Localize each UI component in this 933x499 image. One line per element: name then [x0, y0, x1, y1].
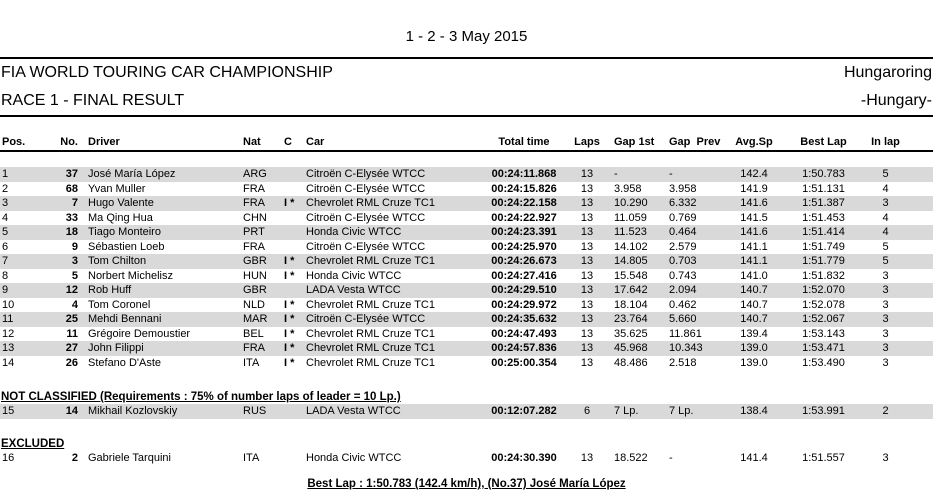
col-header-pos: Pos.	[2, 136, 26, 148]
col-header-gap-1st: Gap 1st	[614, 136, 655, 148]
cell-best-lap: 1:53.143	[802, 327, 845, 340]
cell-best-lap: 1:51.832	[802, 269, 845, 282]
cell-in-lap: 3	[882, 451, 889, 464]
cell-total-time: 00:24:27.416	[491, 269, 557, 282]
cell-laps: 13	[580, 255, 594, 267]
cell-no: 5	[71, 269, 78, 282]
cell-gap-prev: 0.703	[669, 255, 697, 267]
cell-in-lap: 2	[882, 405, 889, 417]
cell-avg-speed: 140.7	[740, 284, 768, 296]
cell-no: 68	[65, 182, 78, 195]
cell-in-lap: 3	[882, 342, 889, 354]
cell-no: 33	[65, 211, 78, 224]
cell-in-lap: 5	[882, 168, 889, 180]
cell-driver: Sébastien Loeb	[88, 240, 165, 253]
cell-no: 2	[71, 451, 78, 464]
cell-no: 37	[65, 168, 78, 180]
table-row	[0, 283, 933, 298]
cell-driver: Hugo Valente	[88, 197, 154, 209]
cell-gap-prev: 0.464	[669, 226, 697, 238]
cell-nat: GBR	[243, 284, 267, 296]
cell-nat: FRA	[243, 197, 265, 209]
not-classified-results	[0, 404, 933, 419]
cell-best-lap: 1:51.749	[802, 240, 845, 253]
cell-gap-1st: 35.625	[614, 327, 648, 340]
cell-in-lap: 3	[882, 197, 889, 209]
table-row	[0, 167, 933, 182]
cell-total-time: 00:24:29.972	[491, 298, 557, 311]
cell-car: Citroën C-Elysée WTCC	[306, 182, 426, 195]
cell-no: 18	[65, 226, 78, 238]
cell-best-lap: 1:52.070	[802, 284, 845, 296]
cell-car: Honda Civic WTCC	[306, 226, 402, 238]
cell-nat: NLD	[243, 298, 266, 311]
cell-total-time: 00:24:35.632	[491, 313, 557, 325]
cell-nat: FRA	[243, 182, 265, 195]
cell-driver: Mehdi Bennani	[88, 313, 162, 325]
cell-nat: FRA	[243, 240, 265, 253]
cell-nat: GBR	[243, 255, 267, 267]
cell-laps: 13	[580, 240, 594, 253]
cell-nat: ITA	[243, 451, 260, 464]
cell-avg-speed: 142.4	[740, 168, 768, 180]
cell-pos: 16	[2, 451, 15, 464]
cell-car: Chevrolet RML Cruze TC1	[306, 356, 435, 369]
cell-best-lap: 1:53.490	[802, 356, 845, 369]
cell-gap-1st: 3.958	[614, 182, 642, 195]
cell-best-lap: 1:52.078	[802, 298, 845, 311]
cell-gap-prev: 0.769	[669, 211, 697, 224]
cell-car: Chevrolet RML Cruze TC1	[306, 298, 435, 311]
col-header-gap-prev: Gap Prev	[669, 136, 721, 148]
cell-gap-1st: 11.059	[614, 211, 647, 224]
cell-gap-1st: 10.290	[614, 197, 648, 209]
cell-gap-1st: 17.642	[614, 284, 648, 296]
cell-laps: 13	[580, 327, 594, 340]
cell-driver: Tiago Monteiro	[88, 226, 161, 238]
cell-total-time: 00:24:23.391	[491, 226, 557, 238]
cell-gap-prev: 7 Lp.	[669, 405, 694, 417]
table-row	[0, 451, 933, 466]
cell-pos: 9	[2, 284, 9, 296]
cell-in-lap: 3	[882, 284, 889, 296]
cell-gap-prev: 6.332	[669, 197, 697, 209]
cell-laps: 13	[580, 197, 594, 209]
header-gap	[0, 152, 933, 167]
cell-car: Chevrolet RML Cruze TC1	[306, 197, 435, 209]
cell-class: I *	[284, 342, 295, 354]
cell-gap-prev: -	[669, 168, 673, 180]
cell-in-lap: 5	[882, 240, 889, 253]
cell-class: I *	[284, 313, 295, 325]
col-header-laps: Laps	[574, 136, 600, 148]
cell-avg-speed: 139.0	[740, 342, 768, 354]
cell-avg-speed: 141.1	[740, 255, 768, 267]
cell-gap-prev: -	[669, 451, 673, 464]
cell-pos: 5	[2, 226, 9, 238]
col-header-driver: Driver	[88, 136, 120, 148]
cell-pos: 3	[2, 197, 9, 209]
cell-laps: 13	[580, 284, 594, 296]
cell-pos: 2	[2, 182, 9, 195]
cell-total-time: 00:24:47.493	[491, 327, 557, 340]
cell-no: 7	[71, 197, 78, 209]
cell-gap-1st: 15.548	[614, 269, 648, 282]
table-row	[0, 312, 933, 327]
cell-laps: 13	[580, 451, 594, 464]
cell-no: 27	[65, 342, 78, 354]
not-classified-heading: NOT CLASSIFIED (Requirements : 75% of number laps of leader = 10 Lp.)	[1, 391, 401, 403]
results-table-header	[0, 134, 933, 152]
country-name: -Hungary-	[860, 92, 932, 109]
cell-avg-speed: 141.6	[740, 226, 768, 238]
cell-gap-1st: 14.102	[614, 240, 648, 253]
cell-laps: 13	[580, 269, 594, 282]
col-header-avg-speed: Avg.Sp	[735, 136, 773, 148]
cell-in-lap: 3	[882, 327, 889, 340]
cell-total-time: 00:24:15.826	[491, 182, 557, 195]
cell-gap-prev: 2.579	[669, 240, 697, 253]
cell-driver: Rob Huff	[88, 284, 132, 296]
cell-gap-prev: 2.518	[669, 356, 697, 369]
cell-car: Chevrolet RML Cruze TC1	[306, 342, 435, 354]
cell-best-lap: 1:51.131	[802, 182, 845, 195]
championship-row	[0, 59, 933, 87]
cell-in-lap: 4	[882, 182, 889, 195]
cell-avg-speed: 141.1	[740, 240, 768, 253]
cell-best-lap: 1:53.471	[802, 342, 845, 354]
cell-pos: 12	[2, 327, 15, 340]
cell-no: 11	[66, 327, 78, 340]
cell-car: Citroën C-Elysée WTCC	[306, 240, 426, 253]
cell-car: Citroën C-Elysée WTCC	[306, 168, 426, 180]
cell-in-lap: 3	[882, 298, 889, 311]
cell-driver: Tom Chilton	[88, 255, 147, 267]
col-header-nat: Nat	[243, 136, 261, 148]
cell-nat: ITA	[243, 356, 260, 369]
cell-class: I *	[284, 356, 295, 369]
cell-laps: 13	[580, 298, 594, 311]
cell-laps: 13	[580, 182, 594, 195]
cell-best-lap: 1:50.783	[802, 168, 845, 180]
cell-best-lap: 1:51.453	[802, 211, 845, 224]
cell-class	[282, 240, 304, 255]
cell-gap-1st: 23.764	[614, 313, 648, 325]
cell-nat: MAR	[243, 313, 268, 325]
cell-nat: HUN	[243, 269, 267, 282]
cell-laps: 13	[580, 356, 594, 369]
cell-no: 4	[71, 298, 78, 311]
cell-pos: 13	[2, 342, 15, 354]
classified-results	[0, 167, 933, 370]
circuit-name: Hungaroring	[843, 64, 932, 81]
cell-gap-1st: 14.805	[614, 255, 648, 267]
cell-car: Citroën C-Elysée WTCC	[306, 211, 426, 224]
cell-gap-prev: 5.660	[669, 313, 697, 325]
cell-driver: Norbert Michelisz	[88, 269, 173, 282]
cell-pos: 7	[2, 255, 9, 267]
cell-nat: CHN	[243, 211, 267, 224]
cell-total-time: 00:24:29.510	[491, 284, 557, 296]
cell-total-time: 00:24:11.868	[491, 168, 557, 180]
col-header-class: C	[284, 136, 292, 148]
table-row	[0, 254, 933, 269]
cell-no: 26	[65, 356, 78, 369]
cell-gap-prev: 3.958	[669, 182, 697, 195]
cell-avg-speed: 140.7	[740, 298, 768, 311]
cell-gap-prev: 10.343	[669, 342, 703, 354]
cell-gap-prev: 0.462	[669, 298, 697, 311]
race-title: RACE 1 - FINAL RESULT	[1, 92, 185, 109]
cell-no: 25	[65, 313, 78, 325]
cell-pos: 6	[2, 240, 9, 253]
cell-no: 12	[65, 284, 78, 296]
table-row	[0, 404, 933, 419]
table-row	[0, 211, 933, 226]
cell-nat: ARG	[243, 168, 267, 180]
cell-laps: 6	[583, 405, 591, 417]
cell-total-time: 00:24:22.927	[491, 211, 557, 224]
cell-nat: RUS	[243, 405, 267, 417]
cell-pos: 11	[2, 313, 14, 325]
cell-best-lap: 1:52.067	[802, 313, 845, 325]
cell-class: I *	[284, 327, 295, 340]
cell-total-time: 00:12:07.282	[491, 405, 557, 417]
cell-total-time: 00:24:22.158	[491, 197, 557, 209]
cell-in-lap: 3	[882, 269, 889, 282]
cell-avg-speed: 141.4	[740, 451, 768, 464]
excluded-heading: EXCLUDED	[1, 437, 65, 450]
cell-in-lap: 5	[882, 255, 889, 267]
cell-pos: 15	[2, 405, 15, 417]
cell-total-time: 00:24:26.673	[491, 255, 557, 267]
cell-best-lap: 1:51.557	[802, 451, 845, 464]
cell-class	[282, 182, 304, 197]
cell-nat: PRT	[243, 226, 265, 238]
cell-best-lap: 1:53.991	[802, 405, 845, 417]
table-row	[0, 240, 933, 255]
championship-title: FIA WORLD TOURING CAR CHAMPIONSHIP	[1, 64, 333, 81]
cell-driver: Tom Coronel	[88, 298, 151, 311]
table-row	[0, 341, 933, 356]
cell-class	[282, 225, 304, 240]
cell-car: Honda Civic WTCC	[306, 451, 402, 464]
cell-class	[282, 167, 304, 182]
cell-driver: José María López	[88, 168, 176, 180]
table-row	[0, 327, 933, 342]
cell-in-lap: 4	[882, 226, 889, 238]
cell-driver: Stefano D'Aste	[88, 356, 162, 369]
cell-gap-prev: 0.743	[669, 269, 697, 282]
table-row	[0, 298, 933, 313]
cell-pos: 8	[2, 269, 9, 282]
cell-gap-prev: 11.861	[669, 327, 702, 340]
cell-avg-speed: 141.5	[740, 211, 768, 224]
table-row	[0, 356, 933, 371]
col-header-total-time: Total time	[498, 136, 550, 148]
cell-laps: 13	[580, 168, 594, 180]
cell-laps: 13	[580, 342, 594, 354]
cell-driver: Gabriele Tarquini	[88, 451, 171, 464]
cell-nat: BEL	[243, 327, 264, 340]
cell-car: Citroën C-Elysée WTCC	[306, 313, 426, 325]
cell-in-lap: 4	[882, 211, 889, 224]
table-row	[0, 225, 933, 240]
cell-pos: 10	[2, 298, 15, 311]
cell-gap-1st: -	[614, 168, 618, 180]
cell-avg-speed: 139.0	[740, 356, 768, 369]
cell-total-time: 00:25:00.354	[491, 356, 557, 369]
cell-avg-speed: 140.7	[740, 313, 768, 325]
cell-best-lap: 1:51.779	[802, 255, 845, 267]
cell-gap-1st: 45.968	[614, 342, 648, 354]
cell-avg-speed: 141.9	[740, 182, 768, 195]
cell-class: I *	[284, 255, 295, 267]
cell-total-time: 00:24:25.970	[491, 240, 557, 253]
divider-titles	[0, 115, 933, 117]
cell-driver: Yvan Muller	[88, 182, 146, 195]
cell-laps: 13	[580, 226, 594, 238]
cell-laps: 13	[580, 313, 594, 325]
event-date: 1 - 2 - 3 May 2015	[405, 28, 528, 45]
cell-car: Chevrolet RML Cruze TC1	[306, 255, 435, 267]
cell-pos: 4	[2, 211, 9, 224]
col-header-car: Car	[306, 136, 325, 148]
cell-class	[282, 451, 304, 466]
cell-class: I *	[284, 269, 295, 282]
cell-driver: John Filippi	[88, 342, 144, 354]
cell-gap-prev: 2.094	[669, 284, 697, 296]
cell-driver: Ma Qing Hua	[88, 211, 153, 224]
cell-avg-speed: 139.4	[740, 327, 768, 340]
cell-car: Honda Civic WTCC	[306, 269, 402, 282]
cell-gap-1st: 18.104	[614, 298, 648, 311]
cell-car: Chevrolet RML Cruze TC1	[306, 327, 435, 340]
cell-best-lap: 1:51.387	[802, 197, 845, 209]
cell-no: 14	[65, 405, 78, 417]
cell-best-lap: 1:51.414	[802, 226, 845, 238]
cell-class	[282, 404, 304, 419]
cell-in-lap: 3	[882, 356, 889, 369]
cell-class	[282, 211, 304, 226]
cell-pos: 1	[2, 168, 9, 180]
col-header-in-lap: In lap	[871, 136, 900, 148]
cell-gap-1st: 48.486	[614, 356, 648, 369]
cell-total-time: 00:24:30.390	[491, 451, 557, 464]
cell-gap-1st: 11.523	[614, 226, 647, 238]
cell-car: LADA Vesta WTCC	[306, 284, 401, 296]
cell-in-lap: 3	[882, 313, 889, 325]
cell-no: 3	[71, 255, 78, 267]
table-row	[0, 269, 933, 284]
cell-class: I *	[284, 197, 295, 209]
table-row	[0, 182, 933, 197]
cell-car: LADA Vesta WTCC	[306, 405, 401, 417]
cell-driver: Mikhail Kozlovskiy	[88, 405, 178, 417]
col-header-best-lap: Best Lap	[800, 136, 847, 148]
cell-total-time: 00:24:57.836	[491, 342, 557, 354]
cell-avg-speed: 141.0	[740, 269, 768, 282]
race-row	[0, 87, 933, 115]
cell-gap-1st: 18.522	[614, 451, 648, 464]
table-row	[0, 196, 933, 211]
cell-avg-speed: 138.4	[740, 405, 768, 417]
cell-pos: 14	[2, 356, 15, 369]
cell-gap-1st: 7 Lp.	[614, 405, 639, 417]
cell-nat: FRA	[243, 342, 265, 354]
cell-avg-speed: 141.6	[740, 197, 768, 209]
excluded-results	[0, 451, 933, 466]
best-lap-summary: Best Lap : 1:50.783 (142.4 km/h), (No.37) José María López	[307, 478, 626, 490]
cell-no: 9	[71, 240, 78, 253]
cell-class	[282, 283, 304, 298]
col-header-no: No.	[60, 136, 78, 148]
cell-laps: 13	[580, 211, 594, 224]
cell-class: I *	[284, 298, 295, 311]
cell-driver: Grégoire Demoustier	[88, 327, 191, 340]
